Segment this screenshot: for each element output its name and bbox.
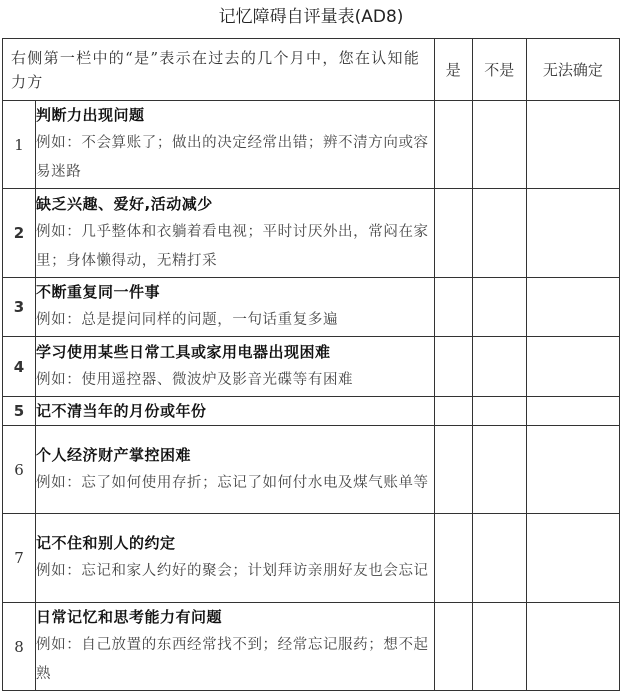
question-title: 不断重复同一件事 [36, 283, 161, 301]
header-no: 不是 [472, 39, 526, 101]
question-example: 例如：几乎整体和衣躺着看电视；平时讨厌外出，常闷在家里；身体懒得动，无精打采 [36, 223, 429, 269]
answer-yes-cell[interactable] [434, 397, 472, 426]
question-cell [36, 426, 435, 514]
answer-no-cell[interactable] [472, 426, 526, 514]
answer-yes-cell[interactable] [434, 426, 472, 514]
question-cell [36, 514, 435, 603]
answer-no-cell[interactable] [472, 189, 526, 278]
question-title: 记不清当年的月份或年份 [36, 401, 207, 420]
question-title: 个人经济财产掌控困难 [36, 445, 192, 464]
answer-unsure-cell[interactable] [526, 426, 619, 514]
table-row [3, 426, 620, 514]
answer-yes-cell[interactable] [434, 278, 472, 337]
table-row [3, 278, 620, 337]
item-number: 3 [3, 278, 36, 337]
table-row [3, 337, 620, 397]
answer-yes-cell[interactable] [434, 189, 472, 278]
question-example: 例如：自己放置的东西经常找不到；经常忘记服药；想不起熟 [36, 637, 429, 682]
answer-unsure-cell[interactable] [526, 101, 619, 189]
item-number: 7 [3, 514, 36, 603]
question-cell [36, 397, 435, 426]
question-example: 例如：总是提问同样的问题，一句话重复多遍 [36, 312, 339, 328]
answer-no-cell[interactable] [472, 337, 526, 397]
question-example: 例如：忘记和家人约好的聚会；计划拜访亲朋好友也会忘记 [36, 563, 429, 579]
question-example: 例如：不会算账了；做出的决定经常出错；辨不清方向或容易迷路 [36, 135, 429, 180]
item-number: 2 [3, 189, 36, 278]
item-number: 6 [3, 426, 36, 514]
answer-unsure-cell[interactable] [526, 603, 619, 691]
question-cell [36, 189, 435, 278]
item-number: 1 [3, 101, 36, 189]
table-row [3, 397, 620, 426]
answer-unsure-cell[interactable] [526, 189, 619, 278]
question-title: 记不住和别人的约定 [36, 534, 176, 552]
answer-unsure-cell[interactable] [526, 397, 619, 426]
answer-no-cell[interactable] [472, 397, 526, 426]
answer-no-cell[interactable] [472, 514, 526, 603]
table-row [3, 603, 620, 691]
question-title: 判断力出现问题 [36, 106, 145, 124]
item-number: 5 [3, 397, 36, 426]
answer-unsure-cell[interactable] [526, 278, 619, 337]
answer-yes-cell[interactable] [434, 101, 472, 189]
answer-unsure-cell[interactable] [526, 514, 619, 603]
question-example: 例如：忘了如何使用存折；忘记了如何付水电及煤气账单等 [36, 474, 429, 491]
question-cell [36, 603, 435, 691]
instruction-text: 右侧第一栏中的“是”表示在过去的几个月中，您在认知能力方 [11, 48, 421, 91]
table-row [3, 101, 620, 189]
question-example: 例如：使用遥控器、微波炉及影音光碟等有困难 [36, 371, 354, 388]
question-cell [36, 101, 435, 189]
table-row [3, 514, 620, 603]
header-unsure: 无法确定 [526, 39, 619, 101]
item-number: 4 [3, 337, 36, 397]
question-title: 学习使用某些日常工具或家用电器出现困难 [36, 342, 331, 361]
instruction-cell [3, 39, 435, 101]
table-row [3, 189, 620, 278]
answer-yes-cell[interactable] [434, 514, 472, 603]
question-title: 日常记忆和思考能力有问题 [36, 608, 223, 626]
ad8-table [2, 38, 620, 691]
header-yes: 是 [434, 39, 472, 101]
answer-no-cell[interactable] [472, 101, 526, 189]
page-title: 记忆障碍自评量表(AD8) [218, 7, 404, 27]
question-title: 缺乏兴趣、爱好,活动减少 [36, 194, 213, 213]
question-cell [36, 337, 435, 397]
header-row [3, 39, 620, 101]
question-cell [36, 278, 435, 337]
item-number: 8 [3, 603, 36, 691]
answer-no-cell[interactable] [472, 603, 526, 691]
answer-yes-cell[interactable] [434, 337, 472, 397]
answer-yes-cell[interactable] [434, 603, 472, 691]
answer-unsure-cell[interactable] [526, 337, 619, 397]
answer-no-cell[interactable] [472, 278, 526, 337]
